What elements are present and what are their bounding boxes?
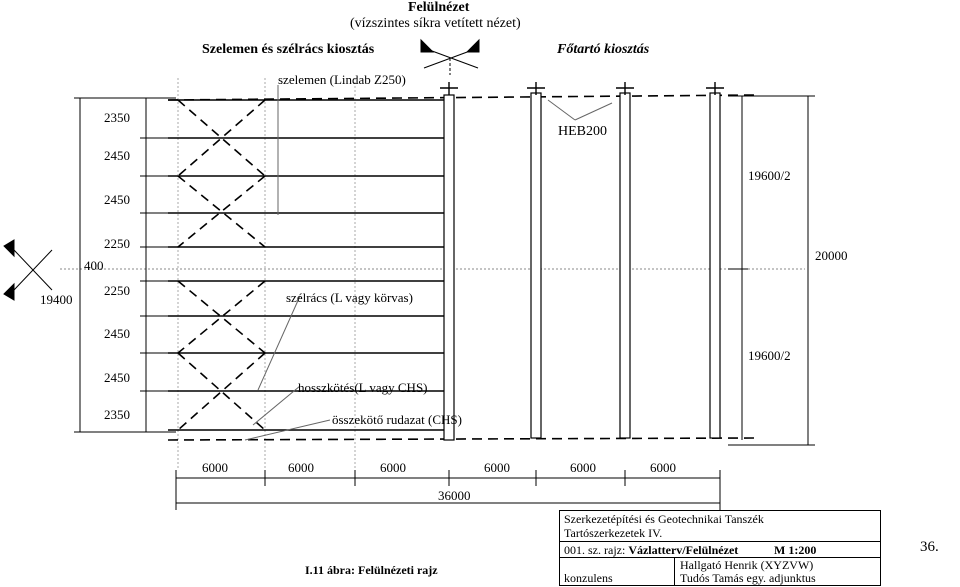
dim-left-5: 2250	[104, 283, 130, 298]
dim-left-total: 19400	[40, 292, 73, 307]
dim-left-7: 2450	[104, 370, 130, 385]
title-block-student: Hallgató Henrik (XYZVW)	[680, 558, 814, 572]
tie-rod-label: összekötő rudazat (CHS)	[332, 412, 462, 427]
dim-right-total: 20000	[815, 248, 848, 263]
dim-bottom-5: 6000	[570, 460, 596, 475]
title-block-divider-1	[560, 541, 880, 542]
drawing-subtitle: (vízszintes síkra vetített nézet)	[350, 16, 521, 31]
purlin-label: szelemen (Lindab Z250)	[278, 72, 406, 87]
wind-bracing	[178, 100, 265, 430]
dim-left-3: 2450	[104, 192, 130, 207]
dim-bottom-1: 6000	[202, 460, 228, 475]
title-block-consultant: Tudós Tamás egy. adjunktus	[680, 571, 816, 585]
drawing-name: Vázlatterv/Felülnézet	[628, 543, 739, 557]
title-block-consultant-label: konzulens	[564, 571, 613, 585]
dim-left-4: 2250	[104, 236, 130, 251]
title-block-drawing-row	[564, 543, 738, 557]
dim-left-mid: 400	[84, 258, 104, 273]
dim-bottom-3: 6000	[380, 460, 406, 475]
right-dimension-lines	[728, 96, 815, 445]
section-cut-top-symbol	[421, 40, 479, 75]
title-block	[559, 510, 881, 586]
title-block-department: Szerkezetépítési és Geotechnikai Tanszék	[564, 512, 764, 526]
longitudinal-bracing-label: hosszkötés(L vagy CHS)	[298, 380, 428, 395]
figure-caption: I.11 ábra: Felülnézeti rajz	[305, 563, 438, 577]
dim-bottom-6: 6000	[650, 460, 676, 475]
heb-label: HEB200	[558, 124, 607, 139]
section-cut-left-symbol	[4, 240, 52, 300]
title-block-divider-3	[674, 557, 675, 585]
bottom-edge-dashed	[168, 438, 755, 440]
dim-left-2: 2450	[104, 148, 130, 163]
dim-right-half-bottom: 19600/2	[748, 348, 791, 363]
title-block-course: Tartószerkezetek IV.	[564, 526, 663, 540]
girder-end-caps	[440, 82, 724, 95]
top-edge-dashed	[168, 95, 755, 100]
dim-left-6: 2450	[104, 326, 130, 341]
bracing-label: szélrács (L vagy körvas)	[286, 290, 413, 305]
page-number: 36.	[920, 539, 939, 555]
dim-bottom-2: 6000	[288, 460, 314, 475]
dim-right-half-top: 19600/2	[748, 168, 791, 183]
right-section-heading: Főtartó kiosztás	[557, 42, 650, 57]
dim-bottom-4: 6000	[484, 460, 510, 475]
main-girders	[444, 93, 720, 440]
drawing-title: Felülnézet	[408, 0, 470, 15]
title-block-scale: M 1:200	[774, 543, 817, 557]
dim-left-8: 2350	[104, 407, 130, 422]
dim-bottom-total: 36000	[438, 488, 471, 503]
left-section-heading: Szelemen és szélrács kiosztás	[202, 42, 375, 57]
drawing-number-label: 001. sz. rajz:	[564, 543, 629, 557]
dim-left-1: 2350	[104, 110, 130, 125]
